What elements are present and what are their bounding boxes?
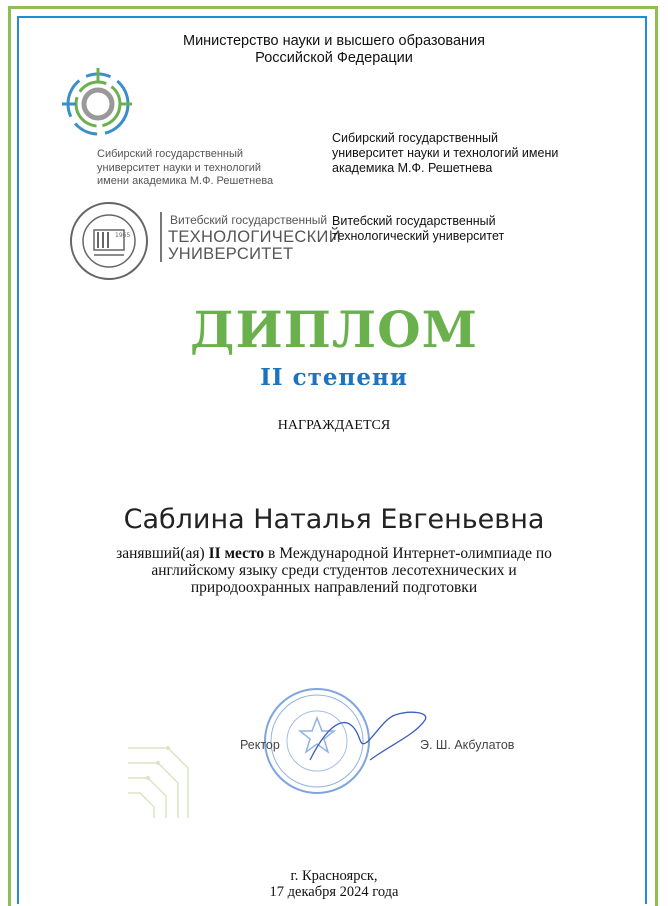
awarded-label: НАГРАЖДАЕТСЯ — [277, 418, 391, 433]
footer-place-date — [0, 868, 668, 900]
place-text: II место — [208, 545, 265, 562]
sibgu-org-name: Сибирский государственный университет науки и технологий имени академика М.Ф. Решетнева — [332, 131, 559, 175]
circuit-watermark-icon — [128, 738, 208, 818]
vstu-seal-year: 1965 — [115, 232, 131, 239]
footer-date: 17 декабря 2024 года — [269, 884, 399, 900]
diploma-title: ДИПЛОМ — [189, 300, 479, 359]
vstu-seal-icon — [68, 200, 150, 282]
ministry-header — [0, 33, 668, 67]
ministry-line-1: Министерство науки и высшего образования — [182, 33, 485, 49]
recipient-name: Саблина Наталья Евгеньевна — [123, 504, 545, 535]
vstu-org-name: Витебский государственный технологический университет — [332, 214, 505, 243]
signature-icon — [300, 700, 440, 770]
sibgu-logo-caption: Сибирский государственный университет науки и технологий имени академика М.Ф. Решетнева — [97, 148, 274, 187]
achievement-description: занявший(ая) II место в Международной Интернет-олимпиаде по английскому языку среди студентов лесотехнических и природоохранных направлений подготовки — [116, 545, 552, 596]
diploma-degree: II степени — [260, 364, 408, 391]
signer-name: Э. Ш. Акбулатов — [420, 738, 515, 752]
vstu-logo-big-text: ТЕХНОЛОГИЧЕСКИЙ УНИВЕРСИТЕТ — [168, 228, 341, 263]
vstu-logo-divider — [160, 212, 162, 262]
footer-city: г. Красноярск, — [290, 868, 378, 884]
ministry-line-2: Российской Федерации — [255, 50, 413, 66]
vstu-logo-small-text: Витебский государственный — [170, 213, 328, 227]
rector-label: Ректор — [240, 738, 280, 752]
sibgu-logo-icon — [58, 66, 134, 142]
